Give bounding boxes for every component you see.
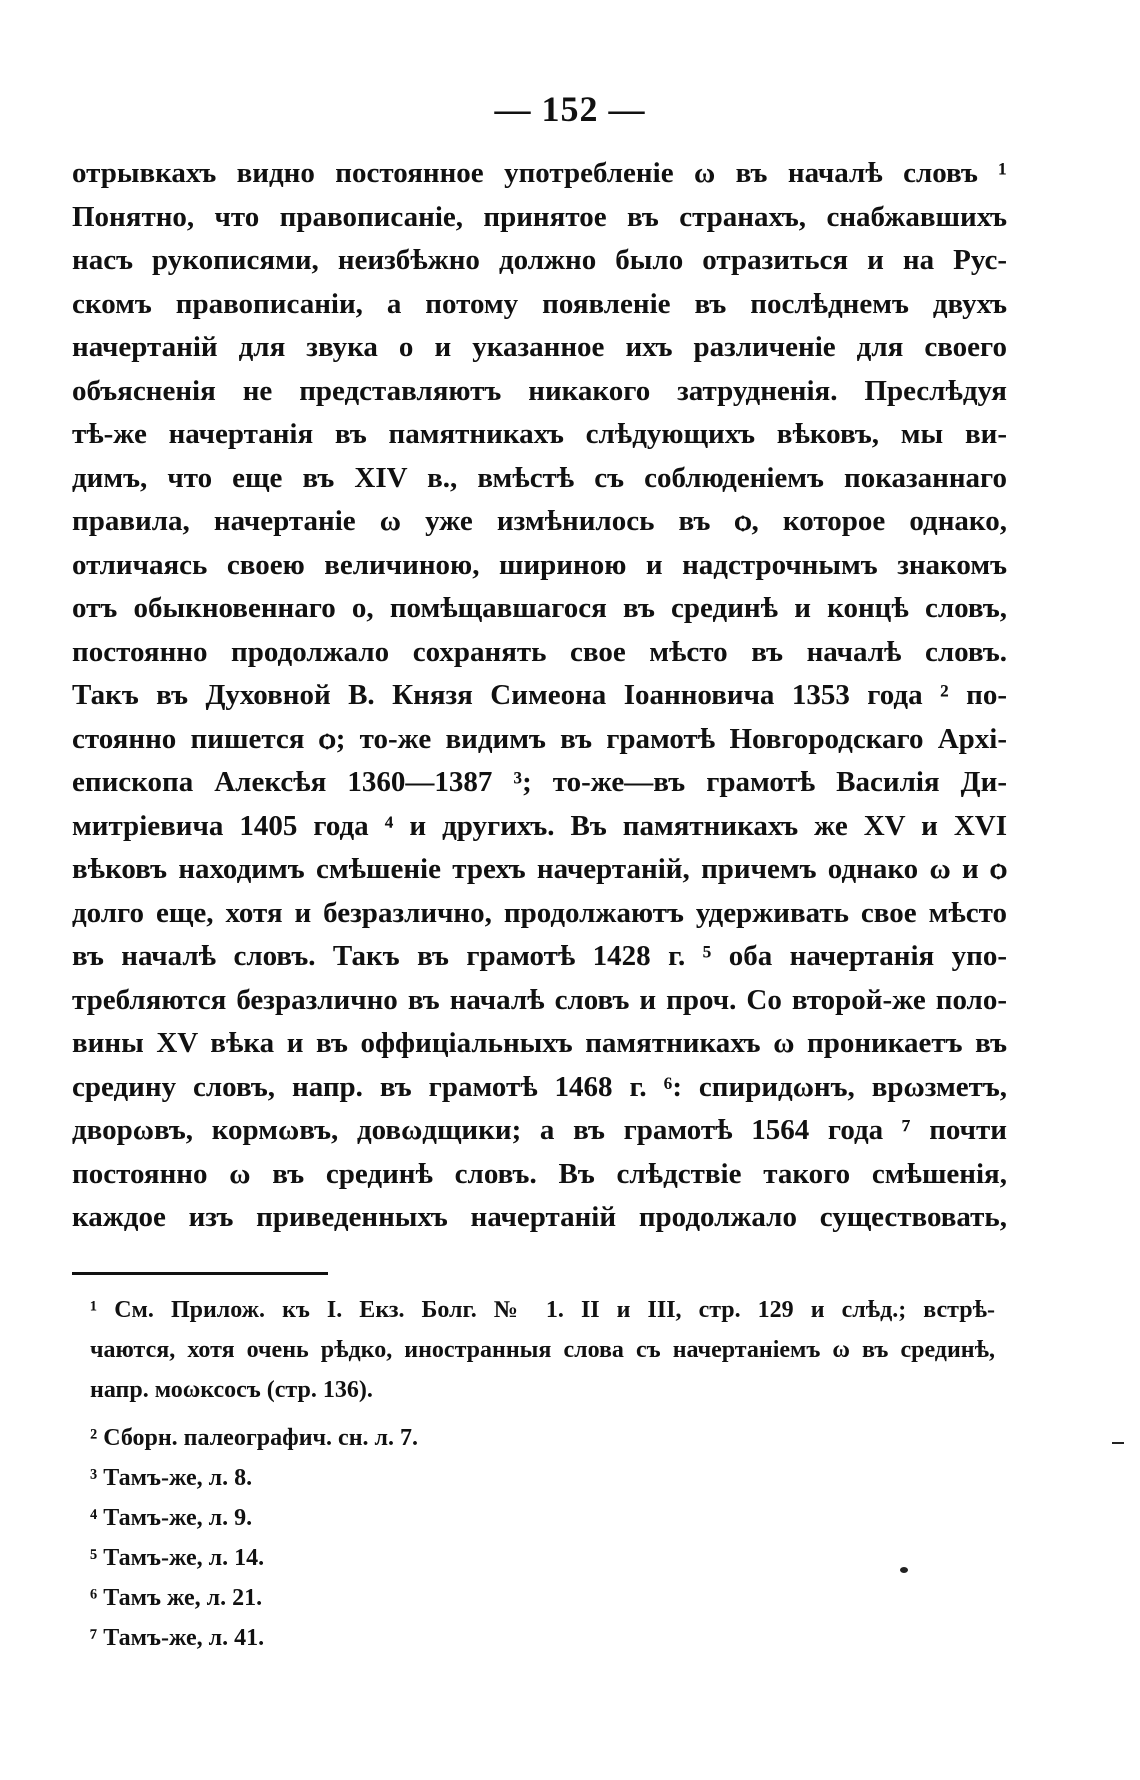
text-line: средину словъ, напр. въ грамотѣ 1468 г. ⁶: спиридωнъ, врωзметъ, xyxy=(72,1070,1007,1103)
footnote-6: ⁶ Тамъ же, л. 21. xyxy=(90,1585,263,1611)
text-line: вины XV вѣка и въ оффиціальныхъ памятникахъ ω проникаетъ въ xyxy=(72,1027,1007,1059)
ink-speck xyxy=(900,1567,908,1573)
footnote-5: ⁵ Тамъ-же, л. 14. xyxy=(90,1545,265,1571)
text-line: отъ обыкновеннаго о, помѣщавшагося въ срединѣ и концѣ словъ, xyxy=(72,592,1007,624)
text-line: въ началѣ словъ. Такъ въ грамотѣ 1428 г. ⁵ оба начертанія упо- xyxy=(72,940,1007,972)
text-line: каждое изъ приведенныхъ начертаній продолжало существовать, xyxy=(72,1201,1007,1233)
text-line: тѣ-же начертанія въ памятникахъ слѣдующихъ вѣковъ, мы ви- xyxy=(72,418,1007,450)
page-number: — 152 — xyxy=(494,89,646,129)
footnote-1-line: ¹ См. Прилож. къ I. Екз. Болг. № 1. II и III, стр. 129 и слѣд.; встрѣ- xyxy=(90,1297,995,1323)
text-line: стоянно пишется ѻ; то-же видимъ въ грамотѣ Новгородскаго Архі- xyxy=(72,722,1007,755)
text-line: насъ рукописями, неизбѣжно должно было отразиться и на Рус- xyxy=(72,244,1007,276)
spacer xyxy=(90,1410,995,1418)
text-line: отличаясь своею величиною, шириною и надстрочнымъ знакомъ xyxy=(72,548,1007,581)
text-line: митріевича 1405 года ⁴ и другихъ. Въ памятникахъ же XV и XVI xyxy=(72,809,1007,842)
text-line: объясненія не представляютъ никакого затрудненія. Преслѣдуя xyxy=(72,374,1007,407)
text-line: скомъ правописаніи, а потому появленіе въ послѣднемъ двухъ xyxy=(72,287,1007,320)
text-line: Такъ въ Духовной В. Князя Симеона Іоанновича 1353 года ² по- xyxy=(72,679,1007,711)
main-text xyxy=(72,152,1007,1240)
text-line: постоянно ω въ срединѣ словъ. Въ слѣдствіе такого смѣшенія, xyxy=(72,1157,1007,1190)
footnote-3: ³ Тамъ-же, л. 8. xyxy=(90,1465,253,1491)
text-line: требляются безразлично въ началѣ словъ и проч. Со второй-же поло- xyxy=(72,983,1007,1016)
footnote-separator xyxy=(72,1272,328,1275)
text-line: Понятно, что правописаніе, принятое въ странахъ, снабжавшихъ xyxy=(72,200,1007,233)
print-mark xyxy=(1112,1442,1124,1444)
footnote-7: ⁷ Тамъ-же, л. 41. xyxy=(90,1625,265,1651)
text-line: начертаній для звука о и указанное ихъ различеніе для своего xyxy=(72,331,1007,363)
text-line: дворωвъ, кормωвъ, довωдщики; а въ грамотѣ 1564 года ⁷ почти xyxy=(72,1114,1007,1146)
text-line: вѣковъ находимъ смѣшеніе трехъ начертаній, причемъ однако ω и ѻ xyxy=(72,853,1007,885)
footnotes xyxy=(90,1290,995,1658)
footnote-4: ⁴ Тамъ-же, л. 9. xyxy=(90,1505,253,1531)
text-line: димъ, что еще въ XIV в., вмѣстѣ съ соблюденіемъ показаннаго xyxy=(72,461,1007,494)
footnote-1-line: чаются, хотя очень рѣдко, иностранныя слова съ начертаніемъ ω въ срединѣ, xyxy=(90,1337,995,1363)
text-line: постоянно продолжало сохранять свое мѣсто въ началѣ словъ. xyxy=(72,635,1007,668)
text-line: правила, начертаніе ω уже измѣнилось въ ѻ, которое однако, xyxy=(72,505,1007,537)
text-line: отрывкахъ видно постоянное употребленіе ω въ началѣ словъ ¹ xyxy=(72,157,1007,189)
footnote-1-line: напр. моωксосъ (стр. 136). xyxy=(90,1377,373,1403)
text-line: епископа Алексѣя 1360—1387 ³; то-же—въ грамотѣ Василія Ди- xyxy=(72,766,1007,798)
text-line: долго еще, хотя и безразлично, продолжаютъ удерживать свое мѣсто xyxy=(72,896,1007,929)
footnote-2: ² Сборн. палеографич. сн. л. 7. xyxy=(90,1425,418,1451)
